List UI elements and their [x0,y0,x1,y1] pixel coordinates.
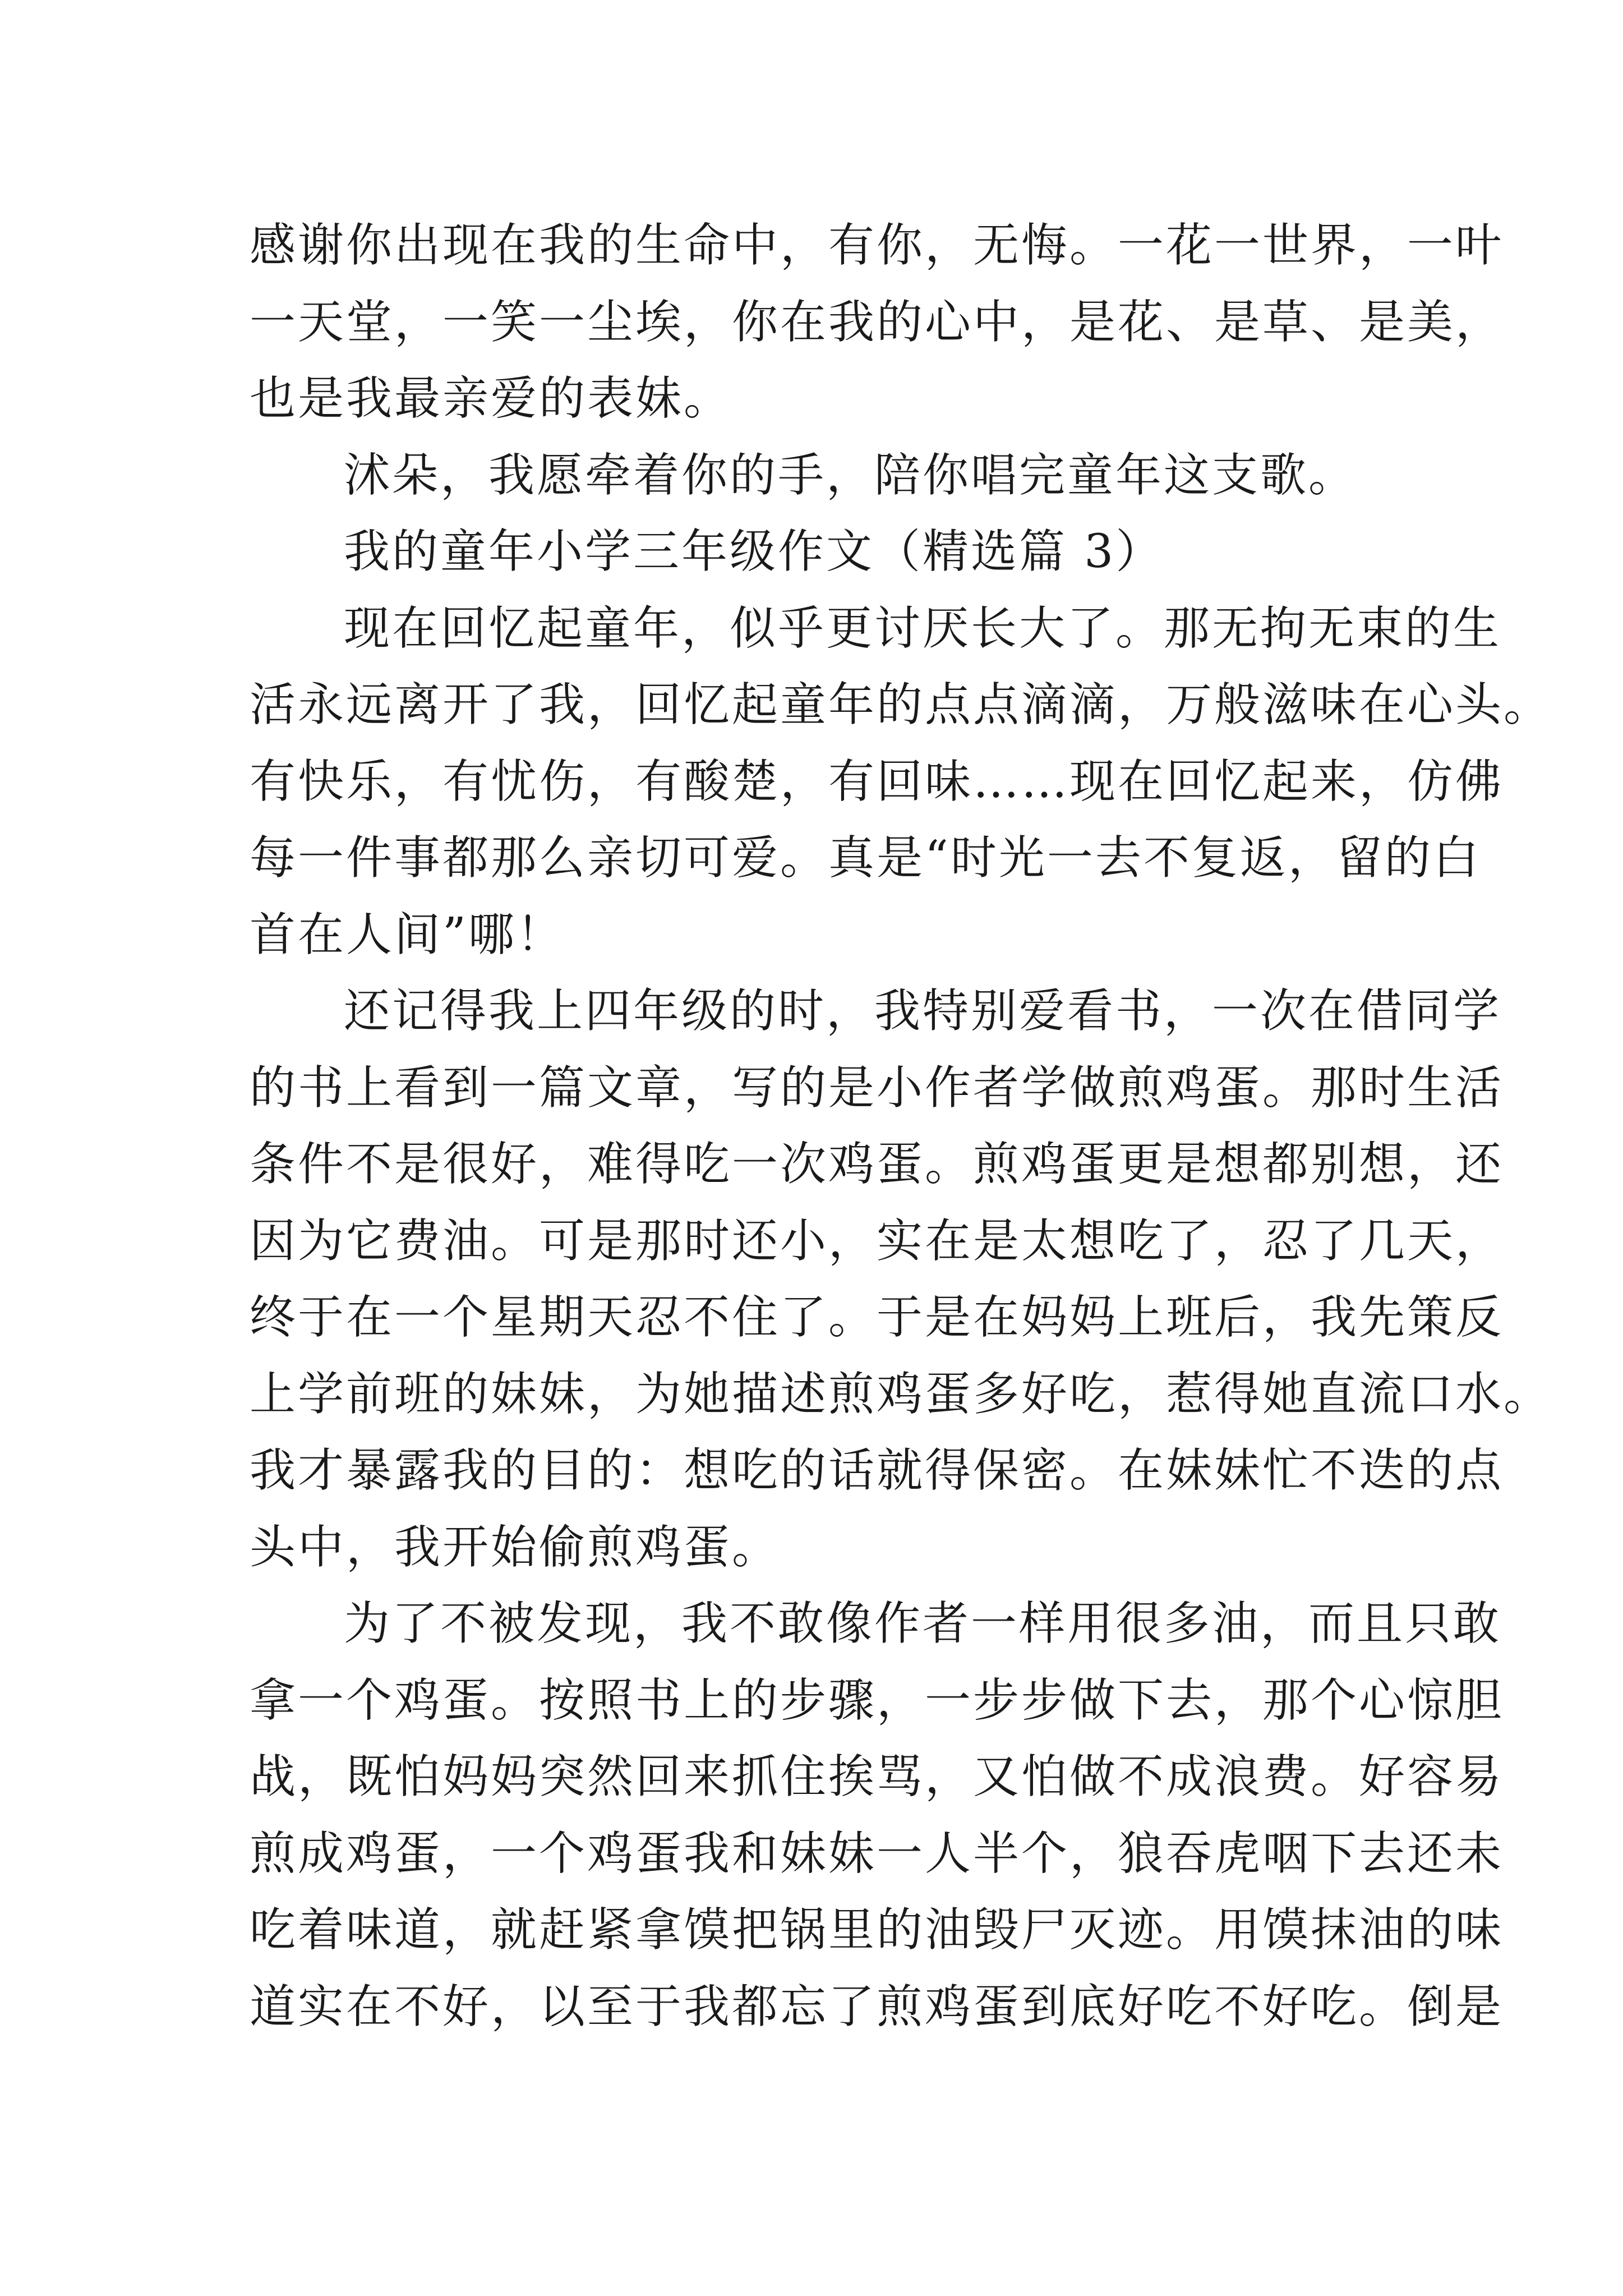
text-line: 拿一个鸡蛋。按照书上的步骤，一步步做下去，那个心惊胆 [250,1673,1504,1727]
text-line: 吃着味道，就赶紧拿馍把锅里的油毁尸灭迹。用馍抹油的味 [250,1903,1504,1957]
text-line: 每一件事都那么亲切可爱。真是“时光一去不复返，留的白 [250,831,1481,885]
essay-body [250,208,1552,2045]
text-line: 为了不被发现，我不敢像作者一样用很多油，而且只敢 [344,1597,1502,1650]
text-line: 沭朵，我愿牵着你的手，陪你唱完童年这支歌。 [344,448,1357,502]
text-line: 感谢你出现在我的生命中，有你，无悔。一花一世界，一叶 [250,219,1504,272]
text-line: 战，既怕妈妈突然回来抓住挨骂，又怕做不成浪费。好容易 [250,1750,1504,1803]
text-line: 头中，我开始偷煎鸡蛋。 [250,1520,781,1574]
text-line: 终于在一个星期天忍不住了。于是在妈妈上班后，我先策反 [250,1291,1504,1344]
text-line: 还记得我上四年级的时，我特别爱看书，一次在借同学 [344,984,1502,1038]
text-line: 道实在不好，以至于我都忘了煎鸡蛋到底好吃不好吃。倒是 [250,1980,1504,2033]
text-line: 活永远离开了我，回忆起童年的点点滴滴，万般滋味在心头。 [250,678,1552,731]
text-line: 的书上看到一篇文章，写的是小作者学做煎鸡蛋。那时生活 [250,1061,1504,1115]
section-heading: 我的童年小学三年级作文（精选篇 3） [344,525,1164,578]
text-line: 我才暴露我的目的：想吃的话就得保密。在妹妹忙不迭的点 [250,1444,1504,1497]
text-line: 有快乐，有忧伤，有酸楚，有回味……现在回忆起来，仿佛 [250,754,1504,808]
text-line: 条件不是很好，难得吃一次鸡蛋。煎鸡蛋更是想都别想，还 [250,1138,1504,1191]
text-line: 现在回忆起童年，似乎更讨厌长大了。那无拘无束的生 [344,601,1502,655]
text-line: 一天堂，一笑一尘埃，你在我的心中，是花、是草、是美， [250,295,1504,349]
text-line: 也是我最亲爱的表妹。 [250,372,732,425]
text-line: 上学前班的妹妹，为她描述煎鸡蛋多好吃，惹得她直流口水。 [250,1367,1552,1421]
text-line: 因为它费油。可是那时还小，实在是太想吃了，忍了几天， [250,1214,1504,1268]
text-line: 首在人间”哪！ [250,908,565,961]
text-line: 煎成鸡蛋，一个鸡蛋我和妹妹一人半个，狼吞虎咽下去还未 [250,1826,1504,1880]
